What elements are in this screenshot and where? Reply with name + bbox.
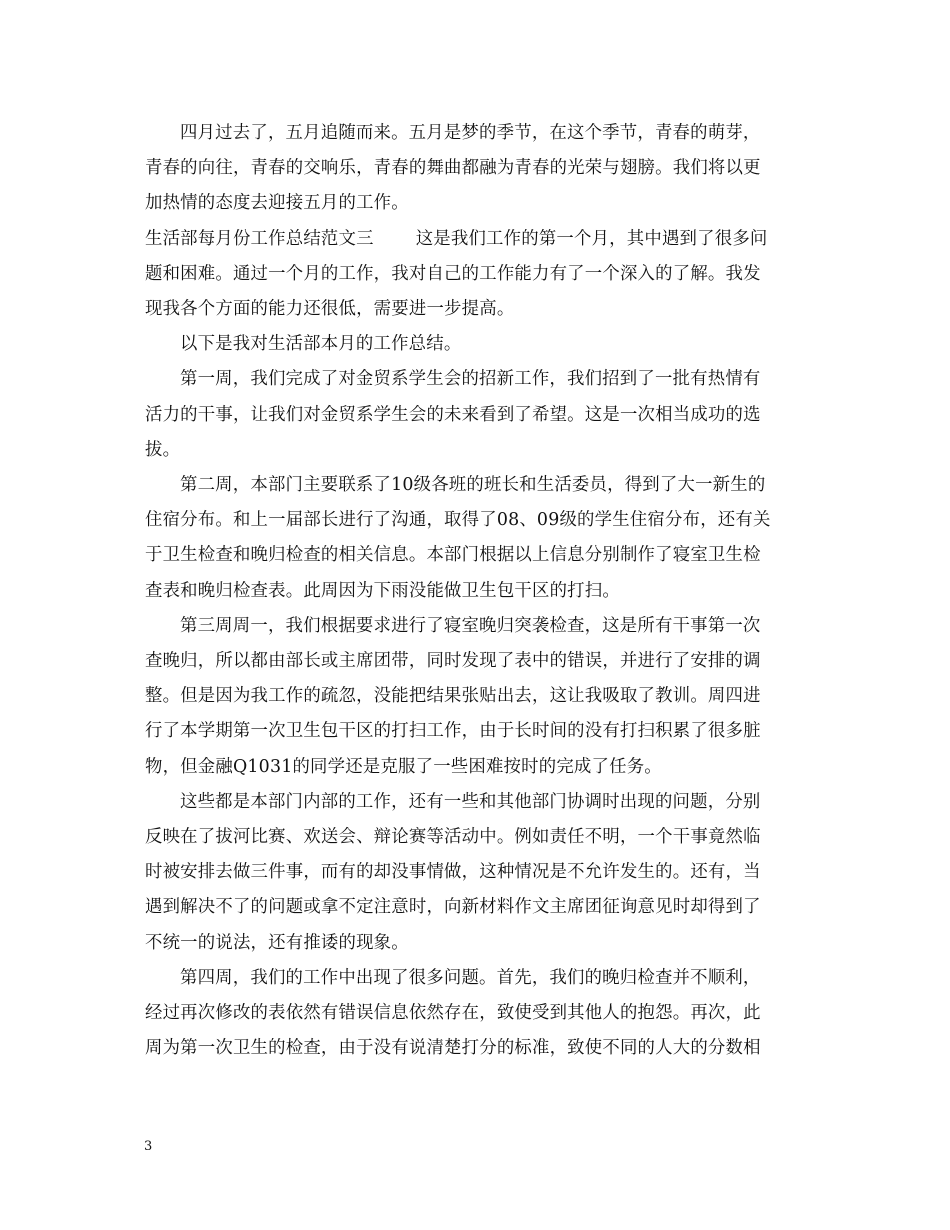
paragraph-week-three <box>145 609 805 785</box>
text-line: 现我各个方面的能力还很低，需要进一步提高。 <box>145 299 515 320</box>
text-line: 题和困难。通过一个月的工作，我对自己的工作能力有了一个深入的了解。我发 <box>145 263 761 284</box>
text-line: 这些都是本部门内部的工作，还有一些和其他部门协调时出现的问题，分别 <box>180 791 761 812</box>
text-line: 查表和晚归检查表。此周因为下雨没能做卫生包干区的打扫。 <box>145 580 620 601</box>
paragraph-week-one <box>145 362 805 468</box>
page-number: 3 <box>144 1139 153 1154</box>
text-line: 第三周周一，我们根据要求进行了寝室晚归突袭检查，这是所有干事第一次 <box>180 615 761 636</box>
text-line: 行了本学期第一次卫生包干区的打扫工作，由于长时间的没有打扫积累了很多脏 <box>145 721 761 742</box>
paragraph-coordination-issues <box>145 785 805 961</box>
text-line: 经过再次修改的表依然有错误信息依然存在，致使受到其他人的抱怨。再次，此 <box>145 1003 761 1024</box>
text-line: 反映在了拔河比赛、欢送会、辩论赛等活动中。例如责任不明，一个干事竟然临 <box>145 827 761 848</box>
text-line: 第二周，本部门主要联系了10级各班的班长和生活委员，得到了大一新生的 <box>180 475 766 496</box>
text-line: 遇到解决不了的问题或拿不定注意时，向新材料作文主席团征询意见时却得到了 <box>145 897 761 918</box>
text-line: 以下是我对生活部本月的工作总结。 <box>180 334 462 355</box>
text-line: 不统一的说法，还有推诿的现象。 <box>145 932 409 953</box>
text-line: 活力的干事，让我们对金贸系学生会的未来看到了希望。这是一次相当成功的选 <box>145 404 761 425</box>
text-line: 第四周，我们的工作中出现了很多问题。首先，我们的晚归检查并不顺利， <box>180 967 761 988</box>
text-line: 查晚归，所以都由部长或主席团带，同时发现了表中的错误，并进行了安排的调 <box>145 651 761 672</box>
text-line: 拔。 <box>145 439 181 460</box>
paragraph-section-three <box>145 222 805 328</box>
text-line: 于卫生检查和晚归检查的相关信息。本部门根据以上信息分别制作了寝室卫生检 <box>145 545 761 566</box>
text-line: 加热情的态度去迎接五月的工作。 <box>145 193 409 214</box>
paragraph-week-two <box>145 468 805 609</box>
text-line: 青春的向往，青春的交响乐，青春的舞曲都融为青春的光荣与翅膀。我们将以更 <box>145 158 761 179</box>
document-body <box>145 116 805 1066</box>
text-line: 这是我们工作的第一个月，其中遇到了很多问 <box>415 228 768 249</box>
text-line: 四月过去了，五月追随而来。五月是梦的季节，在这个季节，青春的萌芽， <box>180 123 761 143</box>
text-line: 物，但金融Q1031的同学还是克服了一些困难按时的完成了任务。 <box>145 756 662 777</box>
paragraph-may-intro <box>145 116 805 222</box>
text-line: 住宿分布。和上一届部长进行了沟通，取得了08、09级的学生住宿分布，还有关 <box>145 510 771 531</box>
text-line: 周为第一次卫生的检查，由于没有说清楚打分的标准，致使不同的人大的分数相 <box>145 1038 761 1059</box>
paragraph-summary-intro <box>145 327 805 362</box>
paragraph-week-four <box>145 961 805 1067</box>
section-title: 生活部每月份工作总结范文三 <box>145 228 374 249</box>
section-heading-line <box>145 222 805 257</box>
text-line: 整。但是因为我工作的疏忽，没能把结果张贴出去，这让我吸取了教训。周四进 <box>145 686 761 707</box>
text-line: 第一周，我们完成了对金贸系学生会的招新工作，我们招到了一批有热情有 <box>180 369 761 390</box>
text-line: 时被安排去做三件事，而有的却没事情做，这种情况是不允许发生的。还有，当 <box>145 862 761 883</box>
